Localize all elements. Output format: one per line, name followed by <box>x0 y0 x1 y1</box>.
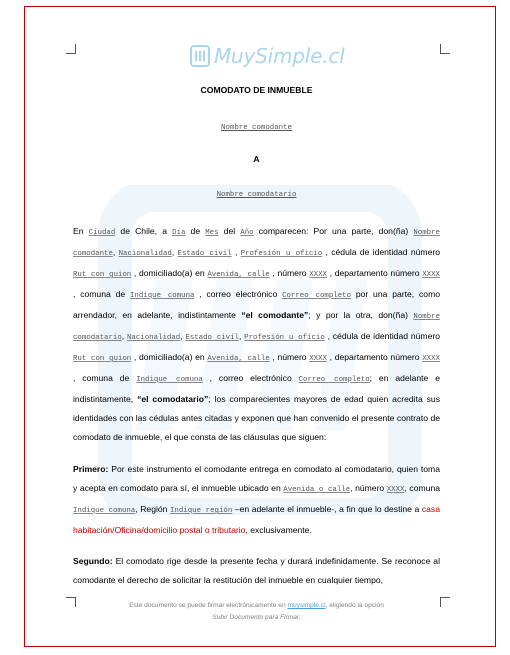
lender-email-field[interactable]: Correo completo <box>282 292 352 300</box>
property-number-field[interactable]: XXXX <box>386 486 405 494</box>
lender-nationality-field[interactable]: Nacionalidad <box>118 250 172 258</box>
day-field[interactable]: Día <box>172 229 186 237</box>
brand-logo <box>190 42 345 70</box>
borrower-civil-status-field[interactable]: Estado civil <box>185 334 239 342</box>
lender-name-line <box>73 121 440 132</box>
borrower-name-line <box>73 188 440 199</box>
city-field[interactable]: Ciudad <box>88 229 116 237</box>
borrower-nationality-field[interactable]: Nacionalidad <box>126 334 181 342</box>
lender-name-inline-field[interactable]: Nombre comodante <box>73 229 440 258</box>
borrower-dept-field[interactable]: XXXX <box>422 355 440 363</box>
borrower-number-field[interactable]: XXXX <box>309 355 327 363</box>
lender-number-field[interactable]: XXXX <box>309 271 327 279</box>
borrower-name-inline-field[interactable]: Nombre comodatario <box>73 313 441 342</box>
borrower-street-field[interactable]: Avenida, calle <box>207 355 270 363</box>
year-field[interactable]: Año <box>240 229 254 237</box>
crop-mark-bottom-right <box>440 597 450 607</box>
logo-mark-icon <box>190 45 210 67</box>
borrower-rut-field[interactable]: Rut con guion <box>73 355 132 363</box>
lender-rut-field[interactable]: Rut con guion <box>73 271 132 279</box>
crop-mark-top-left <box>66 44 76 54</box>
clause-second: Segundo: El comodato rige desde la presente fecha y durará indefinidamente. Se reconoce al comodante el derecho de solicitar la restitución del inmueble en cualquier tiempo, <box>73 556 440 585</box>
footer-line2: Subir Documento para Firmar. <box>212 614 301 621</box>
borrower-comuna-field[interactable]: Indique comuna <box>136 376 203 384</box>
connector-a: A <box>253 154 260 164</box>
document-title: COMODATO DE INMUEBLE <box>200 85 313 95</box>
lender-street-field[interactable]: Avenida, calle <box>207 271 270 279</box>
clause-first: Primero: Por este instrumento el comodante entrega en comodato al comodatario, quien toma y acepta en comodato para sí, el inmueble ubicado en Avenida o calle, número XXXX, comuna Indique comuna, Región Indique región –en adelante el inmueble-, a fin que lo destine a casa habitación/Oficina/domicilio postal o tributario, exclusivamente. <box>73 464 441 535</box>
borrower-profession-field[interactable]: Profesión u oficio <box>244 334 325 342</box>
crop-mark-top-right <box>440 44 450 54</box>
logo-text: MuySimple.cl <box>214 44 345 68</box>
lender-civil-status-field[interactable]: Estado civil <box>177 250 232 258</box>
month-field[interactable]: Mes <box>205 229 219 237</box>
muysimple-link[interactable]: muysimple.cl <box>287 602 326 609</box>
borrower-email-field[interactable]: Correo completo <box>298 376 370 384</box>
paragraph-parties: En Ciudad de Chile, a Día de Mes del Año comparecen: Por una parte, don(ña) Nombre comodante, Nacionalidad, Estado civil , Profesión u oficio , cédula de identidad número Rut con guion , domiciliado(a) en Avenida, calle , número XXXX , departamento número XXXX , comuna de Indique comuna , correo electrónico Correo completo por una parte, como arrendador, en adelante, indistintamente “el comodante”; y por la otra, don(ña) Nombre comodatario, Nacionalidad, Estado civil, Profesión u oficio , cédula de identidad número Rut con guion , domiciliado(a) en Avenida, calle , número XXXX , departamento número XXXX , comuna de Indique comuna , correo electrónico Correo completo; en adelante e indistintamente, “el comodatario”; los comparecientes mayores de edad quien acredita sus identidades con las cédulas antes citadas y exponen que han convenido el presente contrato de comodato de inmueble, el que consta de las cláusulas que siguen: <box>73 226 441 442</box>
lender-dept-field[interactable]: XXXX <box>422 271 440 279</box>
lender-profession-field[interactable]: Profesión u oficio <box>240 250 323 258</box>
lender-name-field[interactable]: Nombre comodante <box>221 124 292 132</box>
borrower-name-field[interactable]: Nombre comodatario <box>216 191 297 199</box>
property-comuna-field[interactable]: Indique comuna <box>73 507 136 515</box>
property-use-options[interactable]: casa habitación/Oficina/domicilio postal o tributario <box>73 504 441 535</box>
lender-comuna-field[interactable]: Indique comuna <box>129 292 195 300</box>
property-region-field[interactable]: Indique región <box>170 507 233 515</box>
footer-note: Este documento se puede firmar electrónicamente en muysimple.cl, eligiendo la opción Subir Documento para Firmar. <box>73 600 440 624</box>
property-street-field[interactable]: Avenida o calle <box>283 486 351 494</box>
